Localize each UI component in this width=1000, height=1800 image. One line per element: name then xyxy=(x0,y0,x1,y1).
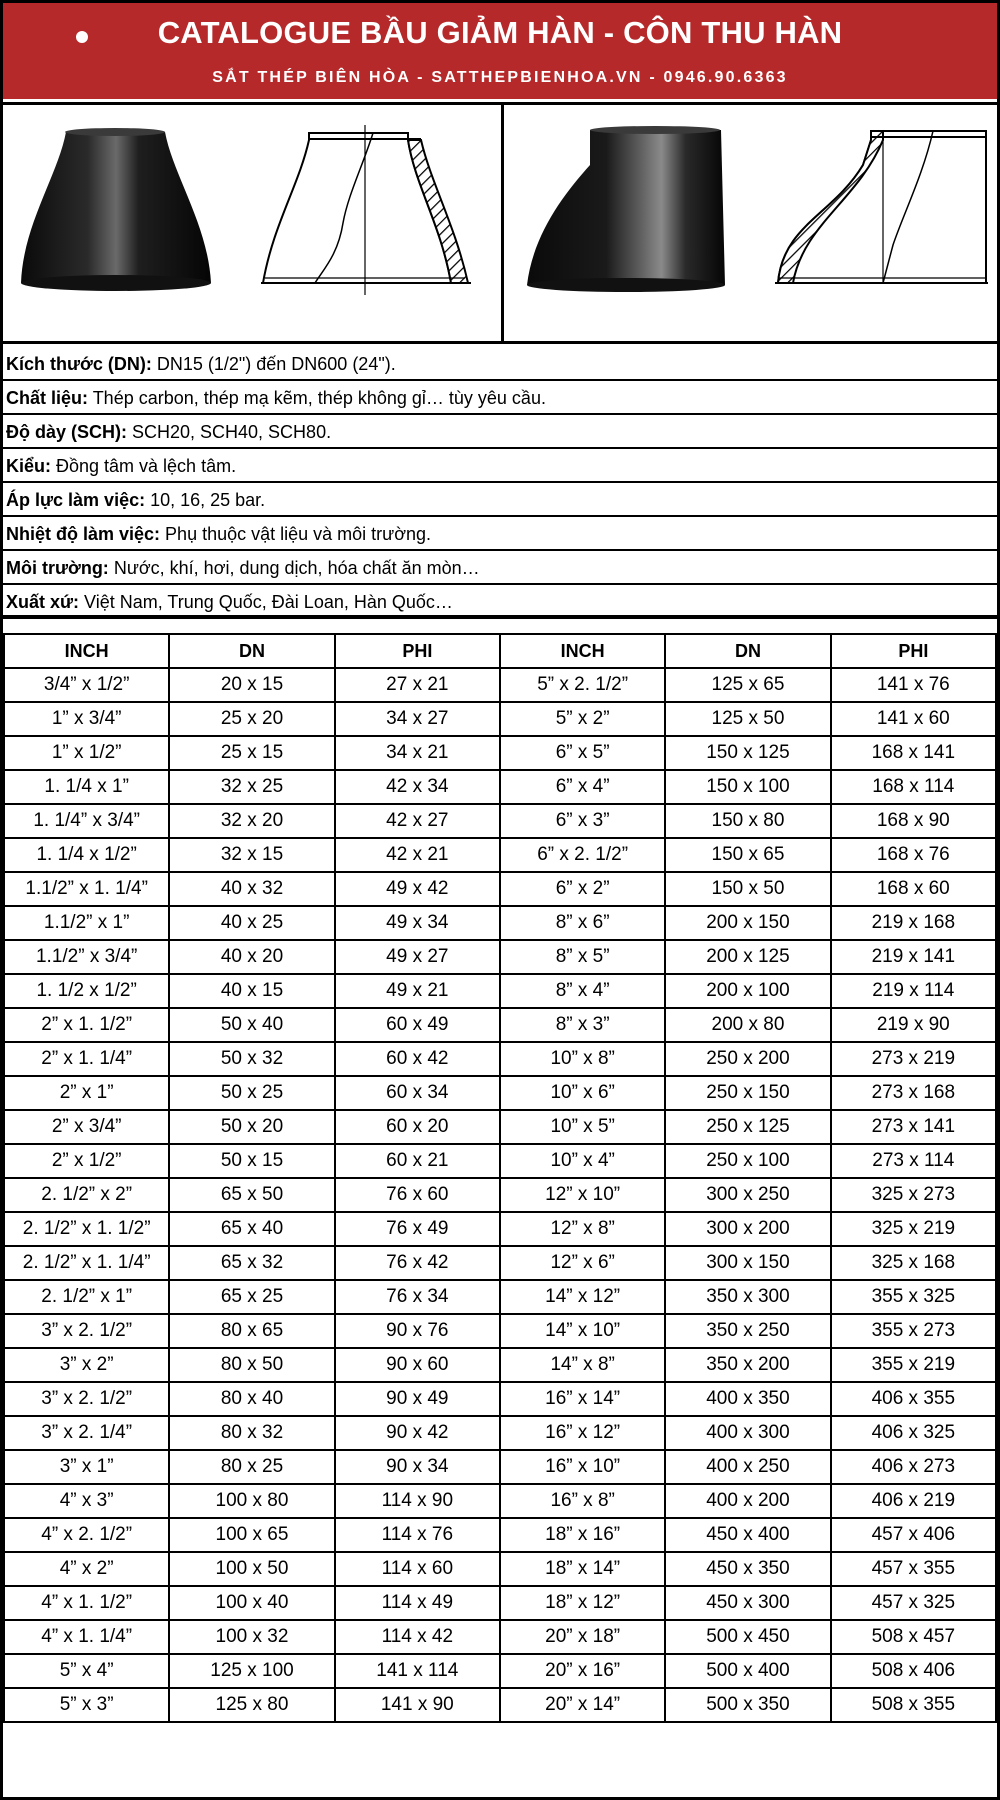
table-cell: 200 x 80 xyxy=(665,1008,830,1042)
table-cell: 125 x 80 xyxy=(169,1688,334,1722)
table-row xyxy=(4,906,996,940)
table-cell: 27 x 21 xyxy=(335,668,500,702)
col-header-inch-1: INCH xyxy=(4,634,169,668)
table-row xyxy=(4,1382,996,1416)
table-cell: 350 x 300 xyxy=(665,1280,830,1314)
table-cell: 457 x 355 xyxy=(831,1552,996,1586)
table-cell: 114 x 60 xyxy=(335,1552,500,1586)
table-cell: 141 x 76 xyxy=(831,668,996,702)
table-cell: 2” x 1/2” xyxy=(4,1144,169,1178)
table-cell: 150 x 65 xyxy=(665,838,830,872)
product-images xyxy=(3,102,997,344)
table-cell: 6” x 2” xyxy=(500,872,665,906)
table-cell: 42 x 27 xyxy=(335,804,500,838)
table-cell: 8” x 5” xyxy=(500,940,665,974)
table-cell: 2” x 1” xyxy=(4,1076,169,1110)
table-cell: 114 x 90 xyxy=(335,1484,500,1518)
table-cell: 18” x 14” xyxy=(500,1552,665,1586)
table-cell: 125 x 100 xyxy=(169,1654,334,1688)
size-table xyxy=(3,633,997,1723)
table-cell: 25 x 20 xyxy=(169,702,334,736)
spec-row-thickness: Độ dày (SCH): SCH20, SCH40, SCH80. xyxy=(3,415,997,449)
table-cell: 400 x 200 xyxy=(665,1484,830,1518)
table-cell: 80 x 40 xyxy=(169,1382,334,1416)
table-cell: 350 x 250 xyxy=(665,1314,830,1348)
table-cell: 10” x 8” xyxy=(500,1042,665,1076)
table-cell: 4” x 2. 1/2” xyxy=(4,1518,169,1552)
table-cell: 10” x 6” xyxy=(500,1076,665,1110)
col-header-dn-2: DN xyxy=(665,634,830,668)
table-cell: 219 x 114 xyxy=(831,974,996,1008)
table-cell: 325 x 168 xyxy=(831,1246,996,1280)
table-cell: 6” x 2. 1/2” xyxy=(500,838,665,872)
table-cell: 150 x 50 xyxy=(665,872,830,906)
table-cell: 20” x 16” xyxy=(500,1654,665,1688)
table-cell: 60 x 20 xyxy=(335,1110,500,1144)
table-cell: 42 x 21 xyxy=(335,838,500,872)
table-cell: 114 x 49 xyxy=(335,1586,500,1620)
table-cell: 114 x 76 xyxy=(335,1518,500,1552)
table-row xyxy=(4,1586,996,1620)
table-cell: 350 x 200 xyxy=(665,1348,830,1382)
table-cell: 3” x 2. 1/2” xyxy=(4,1382,169,1416)
table-cell: 457 x 406 xyxy=(831,1518,996,1552)
table-cell: 80 x 25 xyxy=(169,1450,334,1484)
table-row xyxy=(4,1688,996,1722)
table-cell: 250 x 150 xyxy=(665,1076,830,1110)
table-cell: 34 x 21 xyxy=(335,736,500,770)
table-cell: 325 x 273 xyxy=(831,1178,996,1212)
table-cell: 49 x 27 xyxy=(335,940,500,974)
table-cell: 76 x 60 xyxy=(335,1178,500,1212)
table-cell: 355 x 273 xyxy=(831,1314,996,1348)
table-cell: 508 x 355 xyxy=(831,1688,996,1722)
table-cell: 508 x 457 xyxy=(831,1620,996,1654)
table-cell: 40 x 32 xyxy=(169,872,334,906)
table-cell: 5” x 2. 1/2” xyxy=(500,668,665,702)
table-cell: 50 x 40 xyxy=(169,1008,334,1042)
table-cell: 34 x 27 xyxy=(335,702,500,736)
table-cell: 20 x 15 xyxy=(169,668,334,702)
table-cell: 49 x 21 xyxy=(335,974,500,1008)
table-cell: 250 x 125 xyxy=(665,1110,830,1144)
table-row xyxy=(4,1008,996,1042)
col-header-inch-2: INCH xyxy=(500,634,665,668)
table-cell: 400 x 250 xyxy=(665,1450,830,1484)
table-cell: 50 x 20 xyxy=(169,1110,334,1144)
table-cell: 2. 1/2” x 1” xyxy=(4,1280,169,1314)
table-cell: 12” x 8” xyxy=(500,1212,665,1246)
table-cell: 100 x 32 xyxy=(169,1620,334,1654)
table-cell: 273 x 168 xyxy=(831,1076,996,1110)
table-cell: 4” x 3” xyxy=(4,1484,169,1518)
table-cell: 5” x 4” xyxy=(4,1654,169,1688)
table-row xyxy=(4,1042,996,1076)
table-cell: 500 x 400 xyxy=(665,1654,830,1688)
table-cell: 125 x 65 xyxy=(665,668,830,702)
table-cell: 2” x 1. 1/2” xyxy=(4,1008,169,1042)
table-cell: 1.1/2” x 1. 1/4” xyxy=(4,872,169,906)
table-cell: 4” x 1. 1/4” xyxy=(4,1620,169,1654)
table-cell: 5” x 3” xyxy=(4,1688,169,1722)
eccentric-reducer-drawing xyxy=(775,131,988,283)
table-cell: 80 x 65 xyxy=(169,1314,334,1348)
table-row xyxy=(4,1144,996,1178)
table-row xyxy=(4,1348,996,1382)
spec-row-temperature: Nhiệt độ làm việc: Phụ thuộc vật liệu và môi trường. xyxy=(3,517,997,551)
table-cell: 18” x 16” xyxy=(500,1518,665,1552)
table-cell: 200 x 150 xyxy=(665,906,830,940)
table-cell: 6” x 5” xyxy=(500,736,665,770)
table-cell: 406 x 325 xyxy=(831,1416,996,1450)
table-cell: 355 x 325 xyxy=(831,1280,996,1314)
table-cell: 12” x 10” xyxy=(500,1178,665,1212)
table-cell: 3” x 2. 1/2” xyxy=(4,1314,169,1348)
table-row xyxy=(4,1416,996,1450)
table-cell: 400 x 350 xyxy=(665,1382,830,1416)
table-cell: 80 x 32 xyxy=(169,1416,334,1450)
table-cell: 60 x 34 xyxy=(335,1076,500,1110)
eccentric-reducer-photo xyxy=(527,126,725,292)
table-cell: 406 x 355 xyxy=(831,1382,996,1416)
table-row xyxy=(4,1620,996,1654)
table-row xyxy=(4,770,996,804)
table-cell: 80 x 50 xyxy=(169,1348,334,1382)
table-cell: 141 x 114 xyxy=(335,1654,500,1688)
table-cell: 60 x 42 xyxy=(335,1042,500,1076)
table-cell: 1.1/2” x 1” xyxy=(4,906,169,940)
table-cell: 125 x 50 xyxy=(665,702,830,736)
table-cell: 18” x 12” xyxy=(500,1586,665,1620)
table-row xyxy=(4,974,996,1008)
table-cell: 32 x 25 xyxy=(169,770,334,804)
table-body xyxy=(4,668,996,1722)
table-cell: 49 x 42 xyxy=(335,872,500,906)
table-cell: 16” x 14” xyxy=(500,1382,665,1416)
table-cell: 76 x 42 xyxy=(335,1246,500,1280)
table-cell: 1. 1/4” x 3/4” xyxy=(4,804,169,838)
col-header-phi-2: PHI xyxy=(831,634,996,668)
table-cell: 168 x 90 xyxy=(831,804,996,838)
table-cell: 1. 1/2 x 1/2” xyxy=(4,974,169,1008)
table-row xyxy=(4,1450,996,1484)
table-cell: 3” x 2. 1/4” xyxy=(4,1416,169,1450)
table-cell: 406 x 273 xyxy=(831,1450,996,1484)
table-cell: 100 x 80 xyxy=(169,1484,334,1518)
table-cell: 141 x 60 xyxy=(831,702,996,736)
table-cell: 355 x 219 xyxy=(831,1348,996,1382)
table-row xyxy=(4,804,996,838)
table-cell: 49 x 34 xyxy=(335,906,500,940)
spec-row-type: Kiểu: Đồng tâm và lệch tâm. xyxy=(3,449,997,483)
table-cell: 2” x 3/4” xyxy=(4,1110,169,1144)
table-cell: 3/4” x 1/2” xyxy=(4,668,169,702)
table-cell: 65 x 40 xyxy=(169,1212,334,1246)
table-cell: 3” x 1” xyxy=(4,1450,169,1484)
table-cell: 8” x 3” xyxy=(500,1008,665,1042)
table-cell: 12” x 6” xyxy=(500,1246,665,1280)
table-cell: 500 x 450 xyxy=(665,1620,830,1654)
table-cell: 200 x 100 xyxy=(665,974,830,1008)
table-row xyxy=(4,1178,996,1212)
table-row xyxy=(4,1484,996,1518)
table-cell: 76 x 49 xyxy=(335,1212,500,1246)
table-row xyxy=(4,1518,996,1552)
table-row xyxy=(4,1654,996,1688)
table-cell: 168 x 141 xyxy=(831,736,996,770)
table-cell: 273 x 141 xyxy=(831,1110,996,1144)
table-cell: 25 x 15 xyxy=(169,736,334,770)
table-cell: 6” x 3” xyxy=(500,804,665,838)
table-row xyxy=(4,668,996,702)
table-row xyxy=(4,872,996,906)
table-row xyxy=(4,1314,996,1348)
table-cell: 300 x 250 xyxy=(665,1178,830,1212)
col-header-dn-1: DN xyxy=(169,634,334,668)
spec-row-pressure: Áp lực làm việc: 10, 16, 25 bar. xyxy=(3,483,997,517)
table-cell: 40 x 25 xyxy=(169,906,334,940)
table-row xyxy=(4,1212,996,1246)
table-cell: 2. 1/2” x 1. 1/4” xyxy=(4,1246,169,1280)
table-cell: 14” x 12” xyxy=(500,1280,665,1314)
table-cell: 500 x 350 xyxy=(665,1688,830,1722)
table-cell: 168 x 60 xyxy=(831,872,996,906)
table-cell: 168 x 76 xyxy=(831,838,996,872)
table-cell: 400 x 300 xyxy=(665,1416,830,1450)
table-cell: 141 x 90 xyxy=(335,1688,500,1722)
table-row xyxy=(4,940,996,974)
table-cell: 42 x 34 xyxy=(335,770,500,804)
col-header-phi-1: PHI xyxy=(335,634,500,668)
table-cell: 300 x 150 xyxy=(665,1246,830,1280)
table-cell: 14” x 8” xyxy=(500,1348,665,1382)
table-cell: 1” x 3/4” xyxy=(4,702,169,736)
table-cell: 65 x 25 xyxy=(169,1280,334,1314)
table-cell: 250 x 100 xyxy=(665,1144,830,1178)
table-cell: 76 x 34 xyxy=(335,1280,500,1314)
table-cell: 457 x 325 xyxy=(831,1586,996,1620)
table-header-row xyxy=(4,634,996,668)
table-cell: 100 x 50 xyxy=(169,1552,334,1586)
table-cell: 90 x 60 xyxy=(335,1348,500,1382)
table-cell: 150 x 125 xyxy=(665,736,830,770)
table-cell: 150 x 100 xyxy=(665,770,830,804)
table-cell: 100 x 65 xyxy=(169,1518,334,1552)
table-cell: 406 x 219 xyxy=(831,1484,996,1518)
table-cell: 4” x 1. 1/2” xyxy=(4,1586,169,1620)
table-cell: 150 x 80 xyxy=(665,804,830,838)
table-cell: 10” x 4” xyxy=(500,1144,665,1178)
table-cell: 50 x 15 xyxy=(169,1144,334,1178)
table-cell: 90 x 49 xyxy=(335,1382,500,1416)
product-images-svg xyxy=(3,105,997,341)
spec-row-material: Chất liệu: Thép carbon, thép mạ kẽm, thép không gỉ… tùy yêu cầu. xyxy=(3,381,997,415)
table-cell: 16” x 8” xyxy=(500,1484,665,1518)
table-row xyxy=(4,702,996,736)
table-cell: 450 x 300 xyxy=(665,1586,830,1620)
table-cell: 90 x 34 xyxy=(335,1450,500,1484)
spec-list xyxy=(3,347,997,619)
table-cell: 1. 1/4 x 1” xyxy=(4,770,169,804)
concentric-reducer-photo xyxy=(21,128,211,291)
table-row xyxy=(4,838,996,872)
table-cell: 114 x 42 xyxy=(335,1620,500,1654)
table-cell: 1. 1/4 x 1/2” xyxy=(4,838,169,872)
table-row xyxy=(4,736,996,770)
table-cell: 2. 1/2” x 1. 1/2” xyxy=(4,1212,169,1246)
table-cell: 6” x 4” xyxy=(500,770,665,804)
table-cell: 450 x 400 xyxy=(665,1518,830,1552)
table-row xyxy=(4,1110,996,1144)
table-cell: 3” x 2” xyxy=(4,1348,169,1382)
table-cell: 2” x 1. 1/4” xyxy=(4,1042,169,1076)
table-cell: 60 x 21 xyxy=(335,1144,500,1178)
table-cell: 14” x 10” xyxy=(500,1314,665,1348)
table-cell: 508 x 406 xyxy=(831,1654,996,1688)
page-title: CATALOGUE BẦU GIẢM HÀN - CÔN THU HÀN xyxy=(157,15,843,50)
table-row xyxy=(4,1552,996,1586)
table-cell: 450 x 350 xyxy=(665,1552,830,1586)
table-cell: 325 x 219 xyxy=(831,1212,996,1246)
spec-row-origin: Xuất xứ: Việt Nam, Trung Quốc, Đài Loan, Hàn Quốc… xyxy=(3,585,997,619)
table-cell: 250 x 200 xyxy=(665,1042,830,1076)
table-cell: 1.1/2” x 3/4” xyxy=(4,940,169,974)
table-cell: 100 x 40 xyxy=(169,1586,334,1620)
table-cell: 5” x 2” xyxy=(500,702,665,736)
table-cell: 219 x 141 xyxy=(831,940,996,974)
table-cell: 8” x 4” xyxy=(500,974,665,1008)
table-cell: 50 x 32 xyxy=(169,1042,334,1076)
table-cell: 8” x 6” xyxy=(500,906,665,940)
table-cell: 40 x 20 xyxy=(169,940,334,974)
table-cell: 20” x 14” xyxy=(500,1688,665,1722)
spec-row-environment: Môi trường: Nước, khí, hơi, dung dịch, hóa chất ăn mòn… xyxy=(3,551,997,585)
table-cell: 273 x 114 xyxy=(831,1144,996,1178)
table-row xyxy=(4,1280,996,1314)
table-cell: 32 x 15 xyxy=(169,838,334,872)
table-cell: 50 x 25 xyxy=(169,1076,334,1110)
size-table-wrap xyxy=(3,633,997,1723)
table-row xyxy=(4,1246,996,1280)
table-cell: 1” x 1/2” xyxy=(4,736,169,770)
concentric-reducer-drawing xyxy=(261,125,471,295)
table-cell: 65 x 32 xyxy=(169,1246,334,1280)
table-cell: 200 x 125 xyxy=(665,940,830,974)
table-cell: 32 x 20 xyxy=(169,804,334,838)
table-cell: 2. 1/2” x 2” xyxy=(4,1178,169,1212)
table-cell: 4” x 2” xyxy=(4,1552,169,1586)
table-row xyxy=(4,1076,996,1110)
table-cell: 60 x 49 xyxy=(335,1008,500,1042)
table-cell: 40 x 15 xyxy=(169,974,334,1008)
table-cell: 300 x 200 xyxy=(665,1212,830,1246)
header-banner xyxy=(3,3,997,99)
table-cell: 90 x 76 xyxy=(335,1314,500,1348)
table-cell: 219 x 90 xyxy=(831,1008,996,1042)
table-cell: 219 x 168 xyxy=(831,906,996,940)
table-cell: 20” x 18” xyxy=(500,1620,665,1654)
table-cell: 16” x 10” xyxy=(500,1450,665,1484)
table-cell: 90 x 42 xyxy=(335,1416,500,1450)
table-cell: 273 x 219 xyxy=(831,1042,996,1076)
table-cell: 10” x 5” xyxy=(500,1110,665,1144)
table-cell: 65 x 50 xyxy=(169,1178,334,1212)
image-divider xyxy=(501,105,504,341)
page-subtitle: SẮT THÉP BIÊN HÒA - SATTHEPBIENHOA.VN - 0946.90.6363 xyxy=(212,69,788,86)
table-cell: 168 x 114 xyxy=(831,770,996,804)
table-cell: 16” x 12” xyxy=(500,1416,665,1450)
spec-row-size: Kích thước (DN): DN15 (1/2") đến DN600 (24"). xyxy=(3,347,997,381)
